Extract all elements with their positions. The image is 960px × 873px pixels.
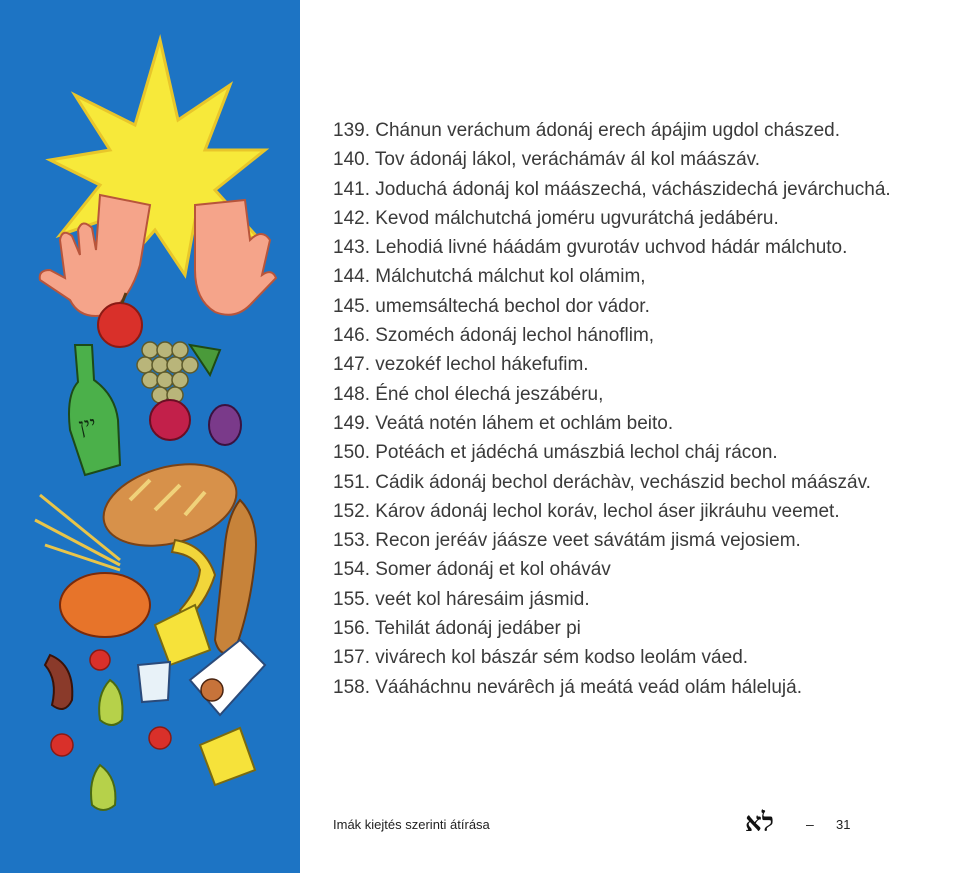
- footer-title: Imák kiejtés szerinti átírása: [333, 817, 490, 832]
- verse-line: 139. Chánun veráchum ádonáj erech ápájim ugdol chászed.: [333, 120, 840, 141]
- verse-line: 151. Cádik ádonáj bechol deráchàv, vechászid bechol máászáv.: [333, 471, 871, 493]
- small-apple-icon: [90, 650, 110, 670]
- verse-line: 141. Joduchá ádonáj kol máászechá, váchászidechá jevárchuchá.: [333, 178, 891, 200]
- yogurt-cup-icon: [138, 662, 170, 702]
- bottle-label: יין: [76, 411, 99, 440]
- verse-line: 145. umemsáltechá bechol dor vádor.: [333, 295, 650, 317]
- verse-line: 153. Recon jeréáv jáásze veet sávátám jismá vejosiem.: [333, 530, 801, 552]
- verse-line: 140. Tov ádonáj lákol, veráchámáv ál kol máászáv.: [333, 149, 761, 171]
- verse-line: 156. Tehilát ádonáj jedáber pi: [333, 618, 581, 640]
- apple-icon: [98, 303, 142, 347]
- pomegranate-icon: [150, 400, 190, 440]
- verse-line: 148. Éné chol élechá jeszábéru,: [333, 383, 604, 405]
- verse-line: 157. vivárech kol bászár sém kodso leolám váed.: [333, 647, 749, 669]
- illustration-svg: [0, 0, 300, 873]
- small-apple-icon: [51, 734, 73, 756]
- verse-line: 142. Kevod málchutchá joméru ugvurátchá jedábéru.: [333, 207, 779, 229]
- verse-line: 152. Károv ádonáj lechol koráv, lechol áser jikráuhu veemet.: [333, 500, 840, 522]
- roast-chicken-icon: [60, 573, 150, 637]
- page-number: 31: [836, 817, 851, 832]
- verse-line: 150. Potéách et jádéchá umászbiá lechol cháj rácon.: [333, 442, 778, 464]
- verse-line: 143. Lehodiá livné háádám gvurotáv uchvod hádár málchuto.: [333, 237, 848, 259]
- cow-icon: [201, 679, 223, 701]
- verse-line: 158. Vááháchnu nevárêch já meátá veád olám hálelujá.: [333, 676, 802, 698]
- fig-icon: [209, 405, 241, 445]
- verse-line: 144. Málchutchá málchut kol olámim,: [333, 266, 646, 288]
- verse-line: 147. vezokéf lechol hákefufim.: [333, 354, 589, 376]
- footer-dash: –: [806, 816, 814, 832]
- food-illustration: [0, 0, 300, 873]
- verse-line: 146. Szoméch ádonáj lechol hánoflim,: [333, 325, 655, 347]
- small-apple-icon: [149, 727, 171, 749]
- verse-line: 155. veét kol háresáim jásmid.: [333, 588, 590, 610]
- verse-line: 149. Veátá notén láhem et ochlám beito.: [333, 412, 674, 434]
- verse-line: 154. Somer ádonáj et kol oháváv: [333, 559, 611, 581]
- footer-hebrew-numeral: לא: [745, 808, 774, 838]
- verse-list: [333, 116, 891, 702]
